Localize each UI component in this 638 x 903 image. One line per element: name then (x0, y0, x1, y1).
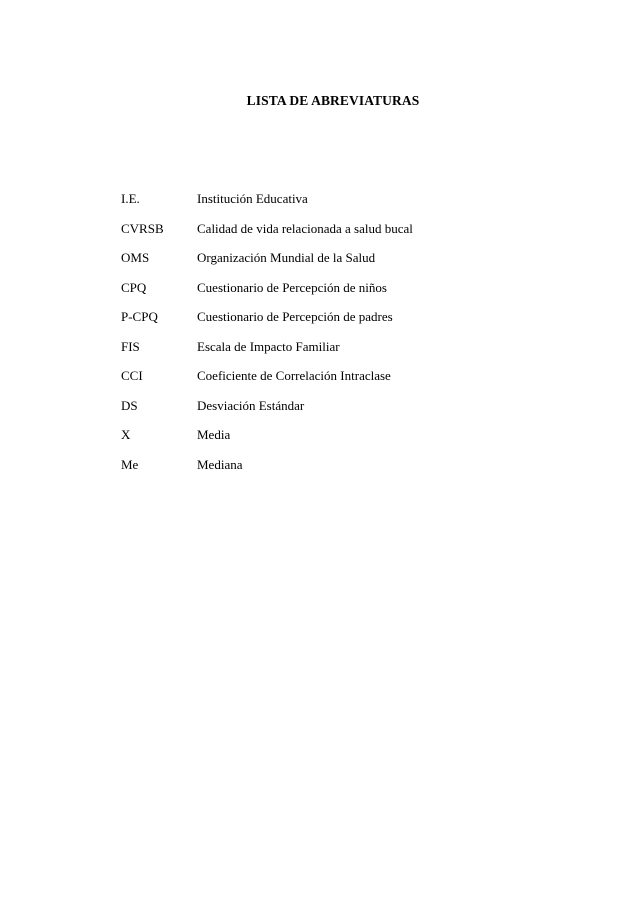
abbreviation-term: CCI (121, 368, 143, 383)
abbreviation-row (121, 191, 581, 221)
abbreviation-row (121, 280, 581, 310)
abbreviation-term: P-CPQ (121, 309, 158, 324)
abbreviation-row (121, 221, 581, 251)
abbreviation-definition: Mediana (197, 456, 243, 472)
abbreviation-row (121, 250, 581, 280)
abbreviation-term: CVRSB (121, 220, 164, 236)
abbreviation-definition: Escala de Impacto Familiar (197, 338, 340, 354)
abbreviation-definition: Institución Educativa (197, 191, 308, 206)
abbreviation-definition: Media (197, 427, 231, 442)
abbreviation-term: I.E. (121, 191, 140, 206)
abbreviation-definition: Coeficiente de Correlación Intraclase (197, 368, 391, 383)
abbreviation-term: FIS (121, 338, 140, 354)
page-title: LISTA DE ABREVIATURAS (246, 93, 420, 108)
abbreviation-definition: Cuestionario de Percepción de padres (197, 309, 393, 324)
abbreviation-row (121, 427, 581, 457)
abbreviation-term: X (121, 427, 131, 442)
abbreviation-definition: Organización Mundial de la Salud (197, 250, 376, 265)
abbreviation-row (121, 457, 581, 487)
abbreviation-row (121, 339, 581, 369)
abbreviation-row (121, 368, 581, 398)
abbreviation-term: Me (121, 456, 139, 472)
abbreviation-definition: Calidad de vida relacionada a salud bucal (197, 220, 413, 236)
abbreviation-definition: Desviación Estándar (197, 397, 305, 413)
abbreviation-term: DS (121, 397, 138, 413)
abbreviation-term: OMS (121, 250, 150, 265)
abbreviation-row (121, 398, 581, 428)
abbreviation-row (121, 309, 581, 339)
abbreviation-definition: Cuestionario de Percepción de niños (197, 279, 387, 295)
abbreviation-list (121, 191, 581, 486)
abbreviation-term: CPQ (121, 279, 147, 295)
